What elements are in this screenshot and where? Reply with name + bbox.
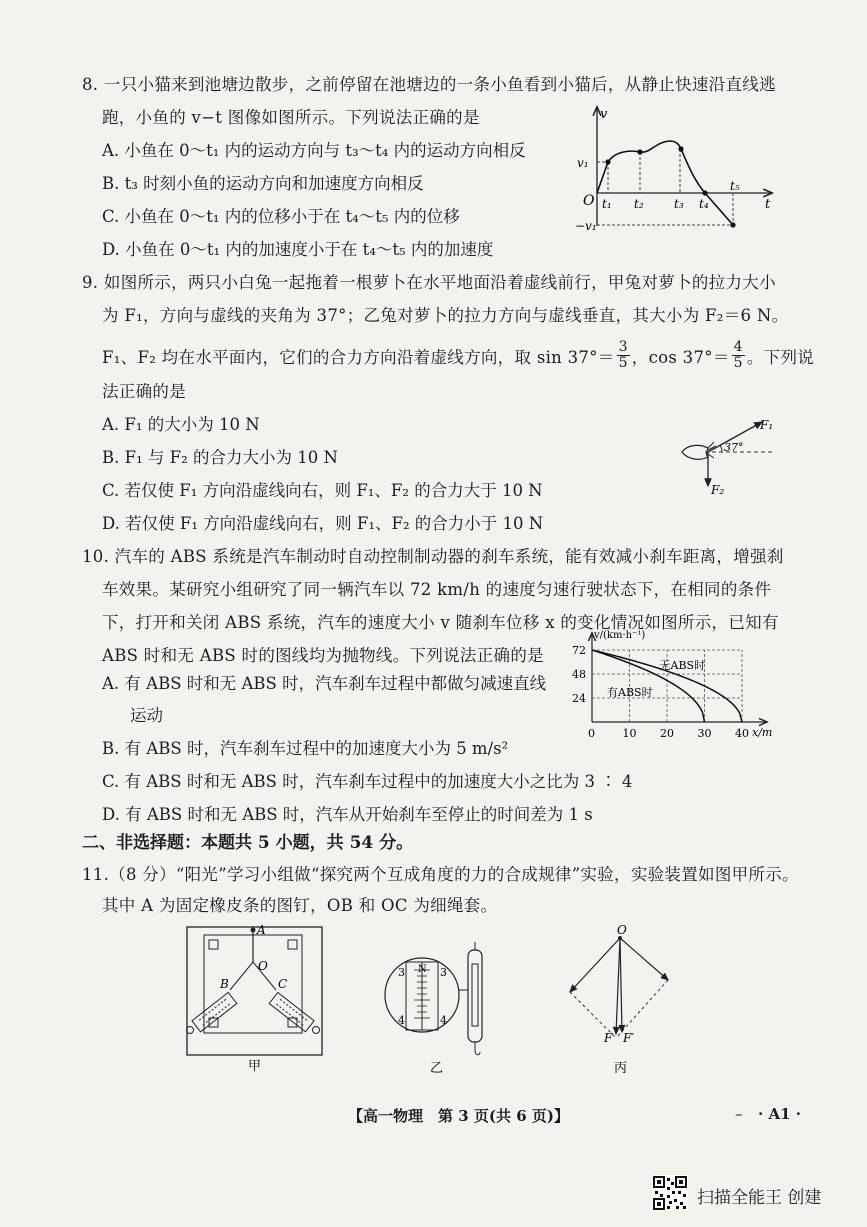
q9-option-a: A. F₁ 的大小为 10 N <box>102 415 260 434</box>
caption-jia: 甲 <box>248 1059 262 1072</box>
t-axis-label: t <box>765 197 771 212</box>
cos-text: ，cos 37°＝ <box>631 347 730 367</box>
series-label-abs: 有ABS时 <box>607 686 653 699</box>
q11-line-2: 其中 A 为固定橡皮条的图钉，OB 和 OC 为细绳套。 <box>102 896 498 915</box>
q9-option-b: B. F₁ 与 F₂ 的合力大小为 10 N <box>102 448 338 467</box>
x-axis-label: x/m <box>752 726 773 739</box>
sin-fraction <box>617 340 630 371</box>
v1-label: v₁ <box>577 156 589 170</box>
q10-line-2: 车效果。某研究小组研究了同一辆汽车以 72 km/h 的速度匀速行驶状态下，在相同的条件 <box>102 580 772 599</box>
q10-option-a-cont: 运动 <box>130 706 163 725</box>
f2-label: F₂ <box>711 483 725 497</box>
tick-3-left: 3 <box>398 966 405 979</box>
origin-label: O <box>583 193 595 209</box>
q9-line-1: 9. 如图所示，两只小白兔一起拖着一根萝卜在水平地面沿着虚线前行，甲兔对萝卜的拉力大小 <box>82 273 776 292</box>
footer-code: · A1 · <box>758 1105 801 1123</box>
caption-yi: 乙 <box>430 1061 444 1075</box>
series-label-no-abs: 无ABS时 <box>659 659 706 672</box>
q9-line-2: 为 F₁，方向与虚线的夹角为 37°；乙兔对萝卜的拉力方向与虚线垂直，其大小为 F₂＝6 N。 <box>102 306 789 325</box>
label-f-prime: F′ <box>623 1031 635 1045</box>
q9-line-3-text: F₁、F₂ 均在水平面内，它们的合力方向沿着虚线方向，取 sin 37°＝ <box>102 347 615 367</box>
t5-label: t₅ <box>730 179 740 193</box>
q8-line-2: 跑，小鱼的 v−t 图像如图所示。下列说法正确的是 <box>102 108 480 127</box>
q8-option-a: A. 小鱼在 0～t₁ 内的运动方向与 t₃～t₄ 内的运动方向相反 <box>102 141 526 160</box>
tick-4-left: 4 <box>398 1014 405 1027</box>
neg-v1-label: −v₁ <box>575 219 597 233</box>
abs-chart <box>560 630 782 742</box>
cos-denominator: 5 <box>733 355 743 371</box>
q8-option-b: B. t₃ 时刻小鱼的运动方向和加速度方向相反 <box>102 174 424 193</box>
tick-4-right: 4 <box>440 1014 447 1027</box>
q8-vt-graph <box>575 104 775 236</box>
q10-line-3: 下，打开和关闭 ABS 系统，汽车的速度大小 v 随刹车位移 x 的变化情况如图所示，已知有 <box>102 613 779 632</box>
x-tick-label: 10 <box>622 727 637 740</box>
q10-line-1: 10. 汽车的 ABS 系统是汽车制动时自动控制制动器的刹车系统，能有效减小刹车距离，增强刹 <box>82 547 784 566</box>
cos-numerator: 4 <box>733 339 743 355</box>
t4-label: t₄ <box>699 197 709 211</box>
q8-option-c: C. 小鱼在 0～t₁ 内的位移小于在 t₄～t₅ 内的位移 <box>102 207 460 226</box>
figure-yi <box>382 940 492 1075</box>
sin-numerator: 3 <box>618 339 628 355</box>
q10-line-4: ABS 时和无 ABS 时的图线均为抛物线。下列说法正确的是 <box>102 646 544 665</box>
y-tick-label: 48 <box>572 668 586 681</box>
q9-rabbit-figure <box>660 410 780 500</box>
q9-line-4: 法正确的是 <box>102 382 186 401</box>
figure-bing <box>560 922 680 1077</box>
q10-option-b: B. 有 ABS 时，汽车刹车过程中的加速度大小为 5 m/s² <box>102 739 509 758</box>
angle-label: 37° <box>724 441 744 454</box>
caption-bing: 丙 <box>614 1061 628 1076</box>
label-a: A <box>257 923 266 937</box>
cos-fraction <box>732 340 745 371</box>
q9-line-3-end: 。下列说 <box>746 347 815 367</box>
x-tick-label: 40 <box>735 727 749 740</box>
label-b: B <box>220 977 229 991</box>
t3-label: t₃ <box>674 197 684 211</box>
q10-option-a: A. 有 ABS 时和无 ABS 时，汽车刹车过程中都做匀减速直线 <box>102 674 547 693</box>
qr-code-icon <box>652 1175 688 1211</box>
x-tick-label: 30 <box>697 727 712 740</box>
x-tick-label: 0 <box>588 727 595 740</box>
label-o-bing: O <box>617 923 627 937</box>
q9-line-3 <box>102 340 814 371</box>
tick-3-right: 3 <box>440 966 447 979</box>
figure-jia <box>182 922 327 1072</box>
q8-option-d: D. 小鱼在 0～t₁ 内的加速度小于在 t₄～t₅ 内的加速度 <box>102 240 494 259</box>
label-o: O <box>258 959 268 973</box>
footer-dash: – <box>735 1105 743 1123</box>
q9-option-c: C. 若仅使 F₁ 方向沿虚线向右，则 F₁、F₂ 的合力大于 10 N <box>102 481 543 500</box>
v-axis-label: v <box>600 107 608 122</box>
f1-label: F₁ <box>760 418 774 432</box>
page-footer: 【高一物理 第 3 页(共 6 页)】 <box>348 1107 569 1125</box>
sin-denominator: 5 <box>618 355 628 371</box>
y-tick-label: 72 <box>572 644 586 657</box>
watermark-text: 扫描全能王 创建 <box>697 1188 822 1208</box>
t2-label: t₂ <box>634 197 644 211</box>
y-tick-label: 24 <box>572 692 586 705</box>
q11-line-1: 11.（8 分）“阳光”学习小组做“探究两个互成角度的力的合成规律”实验，实验装置如图甲所示。 <box>82 865 799 884</box>
q10-option-c: C. 有 ABS 时和无 ABS 时，汽车刹车过程中的加速度大小之比为 3 ∶ 4 <box>102 772 633 791</box>
n-label: N <box>418 964 427 975</box>
label-f: F <box>604 1031 613 1045</box>
label-c: C <box>278 977 288 991</box>
t1-label: t₁ <box>602 197 612 211</box>
q9-option-d: D. 若仅使 F₁ 方向沿虚线向右，则 F₁、F₂ 的合力小于 10 N <box>102 514 544 533</box>
x-tick-label: 20 <box>660 727 674 740</box>
q10-option-d: D. 有 ABS 时和无 ABS 时，汽车从开始刹车至停止的时间差为 1 s <box>102 805 593 824</box>
section-2-title: 二、非选择题：本题共 5 小题，共 54 分。 <box>82 833 414 853</box>
q8-line-1: 8. 一只小猫来到池塘边散步，之前停留在池塘边的一条小鱼看到小猫后，从静止快速沿直线逃 <box>82 75 776 94</box>
y-axis-label: v/(km·h⁻¹) <box>594 630 646 641</box>
